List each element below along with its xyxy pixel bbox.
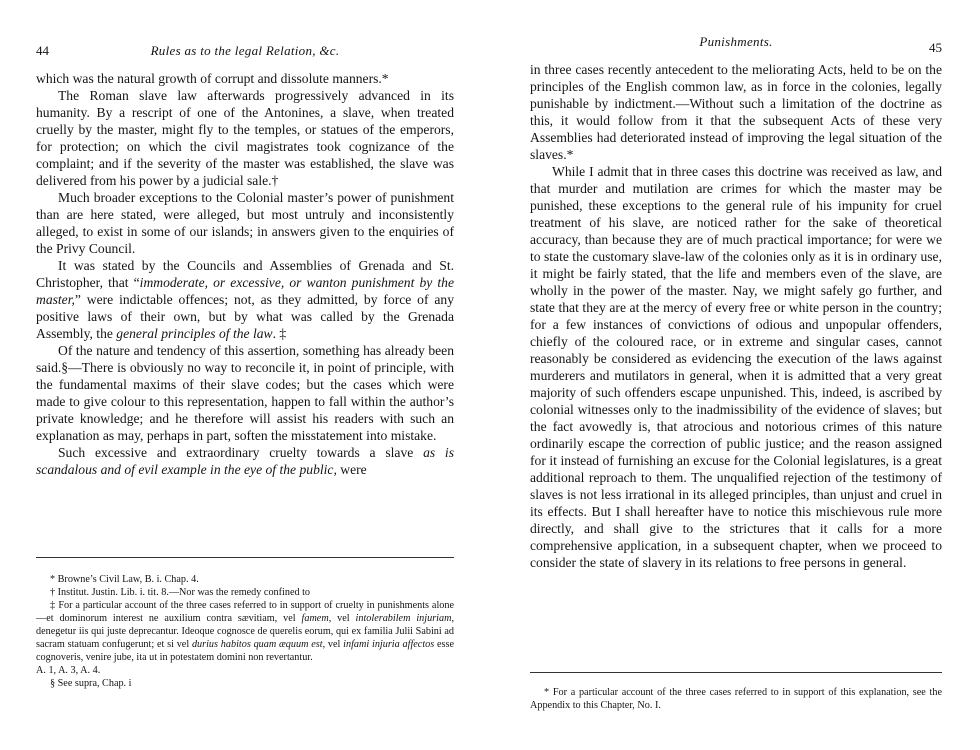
right-page-body: [530, 61, 942, 571]
paragraph-nature-tendency: Of the nature and tendency of this assertion, something has already been said.§—There is obviously no way to reconcile it, in point of principle, with the fundamental maxims of their slave codes; but the cases which were made to give colour to this representation, happen to fall within the author’s private knowledge; and he therefore will assist his readers with such an explanation as may, perhaps in part, soften the misstatement into mistake.: [36, 343, 454, 443]
footnote-dagger: † Institut. Justin. Lib. i. tit. 8.—Nor was the remedy confined to: [50, 587, 311, 598]
page-number-left: 44: [36, 43, 49, 58]
running-title-left: Rules as to the legal Relation, &c.: [150, 43, 340, 58]
right-page: [530, 0, 942, 750]
footnotes-right: [530, 686, 942, 712]
paragraph-roman-law: The Roman slave law afterwards progressively advanced in its humanity. By a rescript of one of the Antonines, a slave, when treated cruelly by the master, might fly to the temples, or statues of the emperors, for protection; on which the civil magistrates took cognizance of the complaint; and if the severity of the master was established, the slave was delivered from his power by a judicial sale.†: [36, 88, 454, 188]
left-page-body: [36, 70, 454, 478]
page-number-right: 45: [929, 40, 942, 55]
paragraph-excessive-cruelty: Such excessive and extraordinary cruelty towards a slave as is scandalous and of evil example in the eye of the public, were: [36, 445, 454, 477]
paragraph-three-cases: in three cases recently antecedent to the meliorating Acts, held to be on the principles of the English common law, as in force in the colonies, legally punishable by indictment.—Without such a limitation of the doctrine as this, it would follow from it that the subsequent Acts of these very Assemblies had deteriorated instead of improving the legal situation of the slaves.*: [530, 62, 942, 162]
footnote-star: * Browne’s Civil Law, B. i. Chap. 4.: [50, 574, 199, 585]
running-title-right: Punishments.: [699, 34, 773, 49]
footnotes-left: [36, 573, 454, 690]
footnote-references: A. 1, A. 3, A. 4.: [36, 665, 101, 676]
right-page-header: [530, 34, 942, 56]
footnote-double-dagger: ‡ For a particular account of the three cases referred to in support of cruelty in punishments alone—et dominorum interest ne auxilium contra sævitiam, vel famem, vel intolerabilem injuriam, denegetur iis qui juste deprecantur. Ideoque cognosce de querelis eorum, qui ex familia Julii Sabini ad sacram statuam confugerunt; et si vel durius habitos quam æquum est, vel infami injuria affectos esse cognoveris, venire jube, ita ut in potestatem domini non revertantur.: [36, 600, 454, 663]
left-page: [36, 0, 454, 750]
left-page-header: [36, 43, 454, 59]
paragraph-while-i-admit: While I admit that in three cases this doctrine was received as law, and that murder and mutilation are crimes for which the master may be punished, these exceptions to the general rule of his impunity for cruel treatment of his slave, are noticed rather for the sake of theoretical accuracy, than because they are of much practical importance; for were we to state the customary slave-law of the colonies only as it is in ordinary use, it might be fairly stated, that the life and members even of the slave, are wholly in the power of the master. Nay, we might safely go further, and state that they are at the mercy of every free or white person in the country; for a few instances of convictions of odious and unpopular offenders, chiefly of the coloured race, or in extreme and singular cases, cannot reasonably be considered as evidencing the execution of the laws against murderers and mutilators in general, when it is admitted that a very great majority of such offenders escape unpunished. This, indeed, is ascribed by colonial witnesses only to the inadmissibility of the evidence of slaves; but the fact avowedly is, that atrocious and notorious crimes of this nature ordinarily escape the correction of public justice; and the reason assigned for it instead of furnishing an excuse for the Colonial legislatures, is a great additional reproach to them. The unqualified rejection of the testimony of slaves is not less irrational in its alleged principles, than unjust and cruel in its effects. But I shall hereafter have to notice this mischievous rule more directly, and shall give to the strictures that it calls for a more comprehensive application, in a subsequent chapter, when we proceed to consider the state of slavery in its relations to free persons in general.: [530, 164, 942, 570]
paragraph-continuation: which was the natural growth of corrupt and dissolute manners.*: [36, 71, 389, 86]
paragraph-grenada-assembly: It was stated by the Councils and Assemblies of Grenada and St. Christopher, that “immoderate, or excessive, or wanton punishment by the master,” were indictable offences; not, as they admitted, by force of any positive laws of their own, but by what was called by the Grenada Assembly, the general principles of the law. ‡: [36, 258, 454, 341]
footnote-section: § See supra, Chap. i: [50, 678, 132, 689]
footnote-rule-right: [530, 672, 942, 673]
footnote-rule-left: [36, 557, 454, 558]
footnote-appendix: * For a particular account of the three cases referred to in support of this explanation, see the Appendix to this Chapter, No. I.: [530, 687, 942, 711]
paragraph-broader-exceptions: Much broader exceptions to the Colonial master’s power of punishment than are here stated, were alleged, but most untruly and inconsistently alleged, to exist in some of our islands; in answers given to the enquiries of the Privy Council.: [36, 190, 454, 256]
